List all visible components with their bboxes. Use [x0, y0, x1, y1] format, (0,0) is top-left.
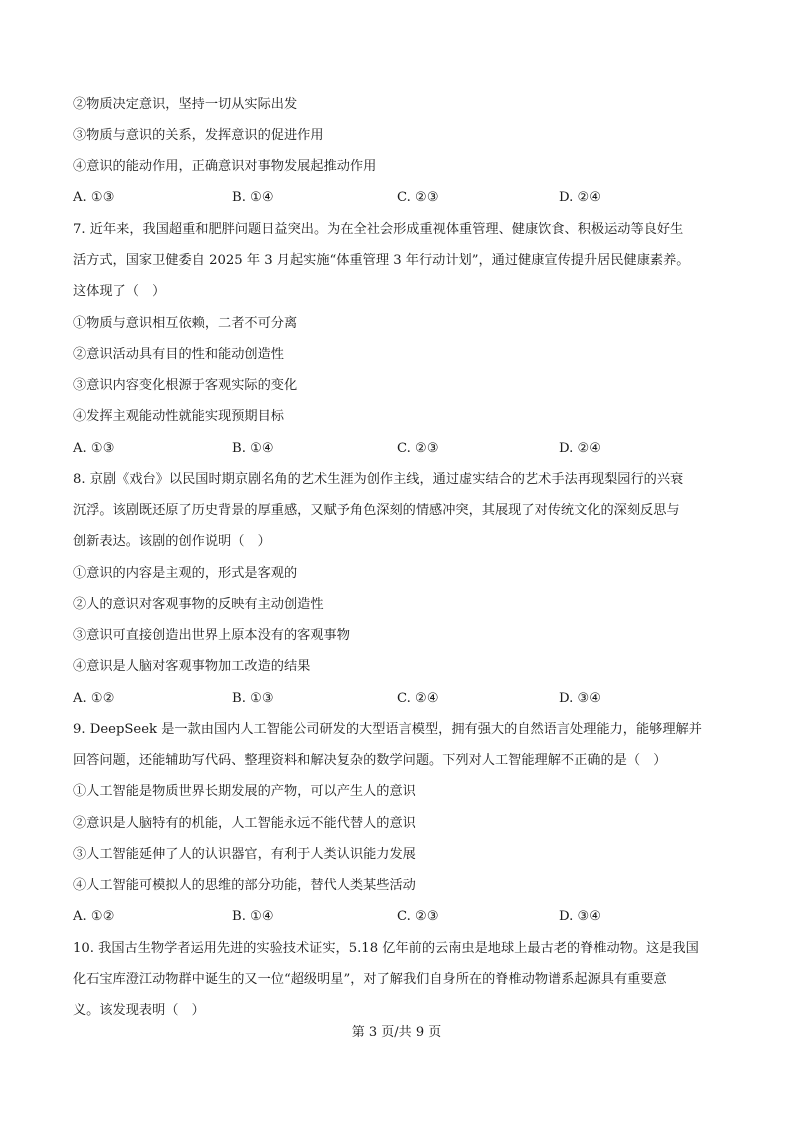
- option-b: B. ①④: [232, 190, 274, 205]
- answer-options: [73, 690, 723, 708]
- statement-1: ①物质与意识相互依赖，二者不可分离: [73, 316, 298, 331]
- question-7-text: 活方式，国家卫健委自 2025 年 3 月起实施“体重管理 3 年行动计划”，通过健康宣传提升居民健康素养。: [73, 253, 690, 268]
- question-9-text: 9. DeepSeek 是一款由国内人工智能公司研发的大型语言模型，拥有强大的自然语言处理能力，能够理解并: [73, 722, 702, 737]
- statement-1: ①人工智能是物质世界长期发展的产物，可以产生人的意识: [73, 784, 416, 799]
- option-a: A. ①③: [73, 190, 115, 205]
- text-line: ②物质决定意识，坚持一切从实际出发: [73, 97, 298, 112]
- question-8-text: 沉浮。该剧既还原了历史背景的厚重感，又赋予角色深刻的情感冲突，其展现了对传统文化的深刻反思与: [73, 503, 680, 518]
- option-a: A. ①③: [73, 441, 115, 456]
- statement-1: ①意识的内容是主观的，形式是客观的: [73, 566, 298, 581]
- question-8-text: 创新表达。该剧的创作说明（ ）: [73, 534, 271, 549]
- question-9-text: 回答问题，还能辅助写代码、整理资料和解决复杂的数学问题。下列对人工智能理解不正确的是（ ）: [73, 753, 667, 768]
- page-footer: 第 3 页/共 9 页: [351, 1025, 442, 1040]
- option-d: D. ③④: [559, 909, 602, 924]
- answer-options: [73, 440, 723, 458]
- option-c: C. ②③: [397, 909, 439, 924]
- option-b: B. ①④: [232, 909, 274, 924]
- option-d: D. ②④: [559, 441, 602, 456]
- question-10-text: 义。该发现表明（ ）: [73, 1003, 205, 1018]
- answer-options: [73, 189, 723, 207]
- option-b: B. ①④: [232, 441, 274, 456]
- question-7-text: 这体现了（ ）: [73, 284, 166, 299]
- statement-4: ④意识是人脑对客观事物加工改造的结果: [73, 659, 311, 674]
- statement-4: ④人工智能可模拟人的思维的部分功能，替代人类某些活动: [73, 878, 416, 893]
- option-c: C. ②③: [397, 441, 439, 456]
- text-line: ④意识的能动作用，正确意识对事物发展起推动作用: [73, 159, 377, 174]
- statement-3: ③意识可直接创造出世界上原本没有的客观事物: [73, 628, 350, 643]
- option-a: A. ①②: [73, 909, 115, 924]
- statement-2: ②意识活动具有目的性和能动创造性: [73, 347, 284, 362]
- question-8-text: 8. 京剧《戏台》以民国时期京剧名角的艺术生涯为创作主线，通过虚实结合的艺术手法再现梨园行的兴衰: [73, 472, 684, 487]
- option-c: C. ②③: [397, 190, 439, 205]
- option-c: C. ②④: [397, 691, 439, 706]
- option-d: D. ②④: [559, 190, 602, 205]
- statement-2: ②人的意识对客观事物的反映有主动创造性: [73, 597, 324, 612]
- option-d: D. ③④: [559, 691, 602, 706]
- statement-2: ②意识是人脑特有的机能，人工智能永远不能代替人的意识: [73, 816, 416, 831]
- answer-options: [73, 908, 723, 926]
- option-b: B. ①③: [232, 691, 274, 706]
- question-10-text: 化石宝库澄江动物群中诞生的又一位“超级明星”，对了解我们自身所在的脊椎动物谱系起源具有重要意: [73, 972, 667, 987]
- statement-3: ③意识内容变化根源于客观实际的变化: [73, 378, 298, 393]
- statement-4: ④发挥主观能动性就能实现预期目标: [73, 409, 284, 424]
- option-a: A. ①②: [73, 691, 115, 706]
- text-line: ③物质与意识的关系，发挥意识的促进作用: [73, 128, 324, 143]
- question-10-text: 10. 我国古生物学者运用先进的实验技术证实，5.18 亿年前的云南虫是地球上最古老的脊椎动物。这是我国: [73, 941, 699, 956]
- question-7-text: 7. 近年来，我国超重和肥胖问题日益突出。为在全社会形成重视体重管理、健康饮食、积极运动等良好生: [73, 222, 684, 237]
- statement-3: ③人工智能延伸了人的认识器官，有利于人类认识能力发展: [73, 847, 416, 862]
